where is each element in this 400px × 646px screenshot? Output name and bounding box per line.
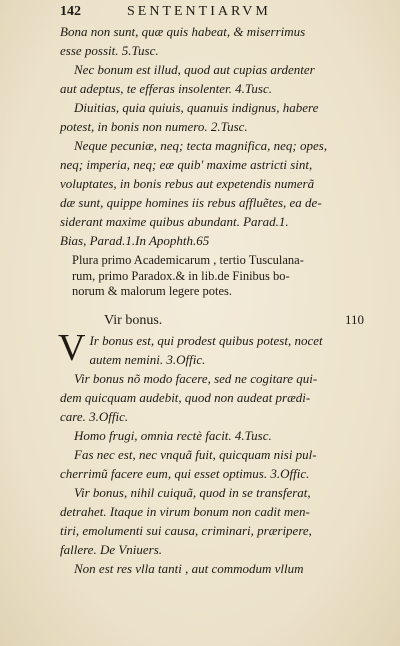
text-line: siderant maxime quibus abundant. Parad.1. [60, 214, 289, 229]
text-line: Nec bonum est illud, quod aut cupias ardenter [74, 62, 315, 77]
text-line: esse possit. 5.Tusc. [60, 43, 159, 58]
page-number: 142 [60, 4, 81, 19]
note-line: rum, primo Paradox.& in lib.de Finibus bo- [72, 268, 290, 283]
text-line: aut adeptus, te efferas insolenter. 4.Tusc. [60, 81, 272, 96]
page-header [60, 4, 370, 22]
running-head: SENTENTIARVM [127, 4, 271, 19]
text-line: dæ sunt, quippe homines iis rebus affluẽtes, ea de- [60, 195, 322, 210]
note-line: norum & malorum legere potes. [72, 284, 233, 298]
text-line: dem quicquam audebit, quod non audeat prædi- [60, 389, 311, 405]
text-line: Ir bonus est, qui prodest quibus potest, nocet [89, 332, 323, 348]
section-heading [60, 312, 370, 329]
text-line: tiri, emolumenti sui causa, criminari, præripere, [60, 522, 312, 538]
text-line: Vir bonus nõ modo facere, sed ne cogitare qui- [74, 370, 318, 386]
drop-cap: V [58, 326, 86, 369]
text-line: Non est res vlla tanti , aut commodum vllum [74, 560, 304, 576]
text-line: detrahet. Itaque in virum bonum non cadit men- [60, 503, 310, 519]
section-title: Vir bonus. [104, 312, 163, 328]
text-line: Vir bonus, nihil cuiquã, quod in se transferat, [74, 484, 311, 500]
text-line: care. 3.Offic. [60, 408, 129, 424]
text-line: potest, in bonis non numero. 2.Tusc. [60, 119, 248, 134]
text-line: voluptates, in bonis rebus aut expetendis numerã [60, 176, 315, 191]
text-line: cherrimũ facere eum, qui esset optimus. 3.Offic. [60, 465, 310, 481]
text-line: Fas nec est, nec vnquã fuit, quicquam nisi pul- [74, 446, 317, 462]
text-line: neq; imperia, neq; eæ quib' maxime astricti sint, [60, 157, 313, 172]
quotations-block-1 [60, 22, 370, 250]
text-line: fallere. De Vniuers. [60, 541, 163, 557]
note-line: Plura primo Academicarum , tertio Tusculana- [72, 253, 304, 267]
text-line: Diuitias, quia quiuis, quanuis indignus, habere [74, 100, 319, 115]
text-line: Bona non sunt, quæ quis habeat, & miserrimus [60, 24, 306, 39]
text-line: autem nemini. 3.Offic. [89, 351, 206, 367]
text-line: Bias, Parad.1.In Apophth.65 [60, 233, 210, 248]
text-line: Neque pecuniæ, neq; tecta magnifica, neq; opes, [74, 138, 328, 153]
reference-note [60, 253, 370, 300]
quotations-block-2 [58, 326, 370, 578]
section-number: 110 [344, 311, 364, 327]
text-line: Homo frugi, omnia rectè facit. 4.Tusc. [74, 427, 272, 443]
